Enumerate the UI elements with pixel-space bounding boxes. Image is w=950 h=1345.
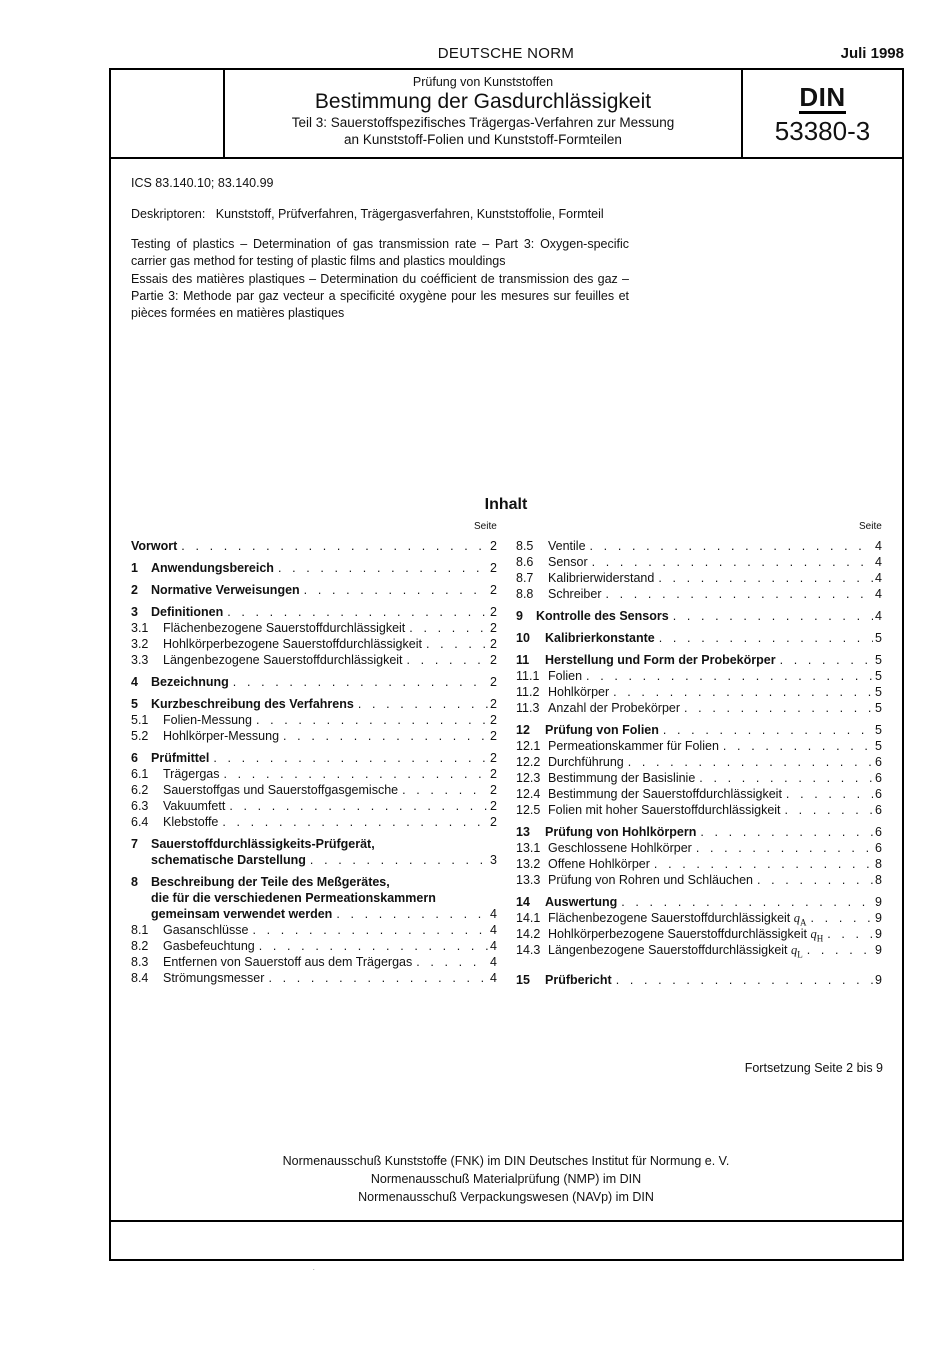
toc-label: Bezeichnung (151, 675, 229, 689)
ics-code: ICS 83.140.10; 83.140.99 (131, 176, 274, 190)
toc-number: 8.4 (131, 971, 149, 985)
toc-label: Prüfbericht (545, 973, 612, 987)
toc-entry[interactable] (516, 570, 882, 586)
toc-label: Definitionen (151, 605, 224, 619)
toc-label: Sauerstoffdurchlässigkeits-Prüfgerät, (151, 837, 375, 851)
toc-entry[interactable] (131, 652, 497, 668)
toc-page: 6 (875, 755, 882, 769)
toc-entry[interactable] (516, 630, 882, 646)
toc-label: Vorwort (131, 539, 178, 553)
toc-number: 14.2 (516, 927, 541, 941)
toc-number: 6.2 (131, 783, 149, 797)
committee-line: Normenausschuß Materialprüfung (NMP) im DIN (370, 1172, 642, 1186)
toc-number: 11 (516, 653, 530, 667)
toc-entry[interactable] (516, 738, 882, 754)
symbol-q-a: $q_A$ (793, 911, 807, 928)
toc-page: 5 (875, 669, 882, 683)
toc-label: Gasanschlüsse (163, 923, 249, 937)
toc-page: 4 (490, 939, 497, 953)
toc-page: 4 (875, 609, 882, 623)
toc-page: 2 (490, 637, 497, 651)
toc-entry[interactable] (131, 938, 497, 954)
toc-label: Kurzbeschreibung des Verfahrens (151, 697, 354, 711)
toc-entry[interactable] (131, 798, 497, 814)
toc-page: 4 (490, 907, 497, 921)
toc-label: Bestimmung der Basislinie (548, 771, 696, 785)
toc-entry[interactable] (516, 554, 882, 570)
toc-label: Folien mit hoher Sauerstoffdurchlässigkeit (548, 803, 781, 817)
toc-entry[interactable] (516, 856, 882, 872)
toc-number: 3 (131, 605, 138, 619)
din-logo: DIN (799, 82, 846, 112)
document-part-line-1: Teil 3: Sauerstoffspezifisches Trägergas-Verfahren zur Messung (291, 115, 675, 130)
toc-label: Normative Verweisungen (151, 583, 300, 597)
toc-page-label-right: Seite (859, 521, 882, 532)
toc-number: 2 (131, 583, 138, 597)
toc-number: 5.2 (131, 729, 149, 743)
toc-label: Vakuumfett (163, 799, 226, 813)
toc-entry[interactable] (131, 582, 497, 598)
toc-entry[interactable] (131, 696, 497, 712)
toc-page: 2 (490, 539, 497, 553)
toc-page: 4 (875, 539, 882, 553)
toc-entry[interactable] (516, 754, 882, 770)
toc-number: 12 (516, 723, 530, 737)
toc-entry[interactable] (516, 786, 882, 802)
norm-type-label: DEUTSCHE NORM (437, 45, 575, 62)
toc-label: Kalibrierwiderstand (548, 571, 655, 585)
toc-number: 6 (131, 751, 138, 765)
toc-left-column (131, 538, 497, 986)
footer-rule (111, 1220, 902, 1222)
toc-entry[interactable] (131, 782, 497, 798)
toc-entry[interactable] (131, 766, 497, 782)
toc-label: Offene Hohlkörper (548, 857, 650, 871)
toc-entry[interactable] (131, 636, 497, 652)
toc-label: Hohlkörper-Messung (163, 729, 280, 743)
toc-heading: Inhalt (484, 496, 528, 513)
toc-label: schematische Darstellung (151, 853, 306, 867)
toc-number: 8.5 (516, 539, 534, 553)
toc-entry[interactable] (516, 840, 882, 856)
publication-date: Juli 1998 (840, 45, 904, 62)
toc-number: 12.2 (516, 755, 541, 769)
title-cell (225, 70, 743, 157)
toc-label: Prüfung von Hohlkörpern (545, 825, 697, 839)
toc-label: Durchführung (548, 755, 624, 769)
toc-page: 9 (875, 895, 882, 909)
toc-page: 6 (875, 825, 882, 839)
toc-number: 13 (516, 825, 530, 839)
toc-entry[interactable] (131, 604, 497, 620)
toc-entry[interactable] (516, 972, 882, 988)
toc-label: die für die verschiedenen Permeationskammern (151, 891, 436, 905)
toc-page: 5 (875, 631, 882, 645)
toc-page: 2 (490, 605, 497, 619)
toc-page: 8 (875, 873, 882, 887)
toc-number: 8.6 (516, 555, 534, 569)
toc-number: 1 (131, 561, 138, 575)
toc-number: 5 (131, 697, 138, 711)
toc-number: 7 (131, 837, 138, 851)
toc-number: 13.2 (516, 857, 541, 871)
toc-number: 12.3 (516, 771, 541, 785)
toc-number: 11.3 (516, 701, 540, 715)
toc-page: 2 (490, 815, 497, 829)
toc-entry[interactable] (516, 910, 882, 926)
toc-number: 8 (131, 875, 138, 889)
toc-page: 2 (490, 799, 497, 813)
toc-page: 6 (875, 803, 882, 817)
toc-page: 9 (875, 973, 882, 987)
toc-label: Anzahl der Probekörper (548, 701, 681, 715)
toc-page: 2 (490, 729, 497, 743)
toc-entry[interactable] (516, 942, 882, 958)
toc-entry[interactable] (131, 970, 497, 986)
symbol-q-h: $q_H$ (810, 927, 824, 944)
toc-page: 4 (875, 571, 882, 585)
toc-entry[interactable] (131, 750, 497, 766)
toc-entry[interactable] (516, 824, 882, 840)
toc-page: 8 (875, 857, 882, 871)
toc-label: Folien-Messung (163, 713, 252, 727)
toc-number: 8.8 (516, 587, 534, 601)
toc-page: 4 (490, 955, 497, 969)
toc-label: Gasbefeuchtung (163, 939, 255, 953)
toc-number: 15 (516, 973, 530, 987)
toc-entry[interactable] (131, 674, 497, 690)
toc-page: 2 (490, 621, 497, 635)
toc-entry[interactable] (516, 872, 882, 888)
toc-entry[interactable] (516, 684, 882, 700)
toc-label: Prüfung von Rohren und Schläuchen (548, 873, 754, 887)
toc-number: 12.5 (516, 803, 541, 817)
toc-page: 5 (875, 701, 882, 715)
toc-label: Längenbezogene Sauerstoffdurchlässigkeit (548, 943, 788, 957)
toc-number: 6.1 (131, 767, 149, 781)
toc-number: 8.2 (131, 939, 149, 953)
toc-number: 11.1 (516, 669, 540, 683)
title-block (111, 70, 902, 159)
toc-label: Prüfung von Folien (545, 723, 659, 737)
document-part-line-2: an Kunststoff-Folien und Kunststoff-Formteilen (344, 132, 622, 147)
toc-right-column (516, 538, 882, 988)
toc-label: Hohlkörperbezogene Sauerstoffdurchlässigkeit (548, 927, 807, 941)
toc-number: 6.4 (131, 815, 149, 829)
toc-number: 5.1 (131, 713, 149, 727)
toc-label: Auswertung (545, 895, 618, 909)
toc-number: 14.3 (516, 943, 541, 957)
toc-label: Trägergas (163, 767, 220, 781)
toc-page: 5 (875, 653, 882, 667)
toc-number: 13.1 (516, 841, 541, 855)
toc-page: 9 (875, 943, 882, 957)
toc-page: 2 (490, 697, 497, 711)
toc-label: Strömungsmesser (163, 971, 265, 985)
toc-page: 6 (875, 841, 882, 855)
toc-entry[interactable] (516, 770, 882, 786)
toc-label: Klebstoffe (163, 815, 219, 829)
toc-label: Sauerstoffgas und Sauerstoffgasgemische (163, 783, 399, 797)
toc-entry[interactable] (131, 728, 497, 744)
toc-page: 6 (875, 787, 882, 801)
toc-number: 12.1 (516, 739, 541, 753)
document-subject: Prüfung von Kunststoffen (412, 75, 554, 89)
symbol-q-l: $q_L$ (791, 943, 803, 960)
title-block-empty-cell (111, 70, 225, 157)
toc-page: 5 (875, 723, 882, 737)
toc-label: Hohlkörperbezogene Sauerstoffdurchlässigkeit (163, 637, 422, 651)
toc-number: 11.2 (516, 685, 540, 699)
toc-entry[interactable] (131, 712, 497, 728)
toc-page: 9 (875, 927, 882, 941)
toc-number: 8.1 (131, 923, 149, 937)
toc-label: Entfernen von Sauerstoff aus dem Trägergas (163, 955, 413, 969)
toc-page: 2 (490, 675, 497, 689)
committee-line: Normenausschuß Kunststoffe (FNK) im DIN Deutsches Institut für Normung e. V. (282, 1154, 730, 1168)
toc-entry[interactable] (516, 700, 882, 716)
toc-entry[interactable] (516, 926, 882, 942)
toc-number: 14.1 (516, 911, 541, 925)
toc-page: 5 (875, 739, 882, 753)
toc-entry[interactable] (516, 608, 882, 624)
toc-number: 9 (516, 609, 523, 623)
toc-page: 4 (875, 555, 882, 569)
toc-number: 6.3 (131, 799, 149, 813)
french-title: Essais des matières plastiques – Determination du coéfficient de transmission des gaz – Partie 3: Methode par gaz vecteur a specificité oxygène pour les mesures sur feuilles et pièces formées en matières plastiques (131, 272, 629, 320)
toc-entry[interactable] (516, 722, 882, 738)
toc-entry[interactable] (516, 668, 882, 684)
toc-number: 8.7 (516, 571, 534, 585)
toc-entry[interactable] (516, 802, 882, 818)
toc-number: 13.3 (516, 873, 541, 887)
toc-page: 2 (490, 561, 497, 575)
toc-page: 3 (490, 853, 497, 867)
toc-entry[interactable] (131, 954, 497, 970)
toc-entry[interactable] (131, 538, 497, 554)
toc-label: Prüfmittel (151, 751, 210, 765)
toc-label: Anwendungsbereich (151, 561, 274, 575)
toc-label: gemeinsam verwendet werden (151, 907, 333, 921)
toc-label: Permeationskammer für Folien (548, 739, 719, 753)
toc-number: 3.1 (131, 621, 149, 635)
toc-number: 12.4 (516, 787, 541, 801)
toc-label: Kalibrierkonstante (545, 631, 655, 645)
committee-line: Normenausschuß Verpackungswesen (NAVp) im DIN (358, 1190, 654, 1204)
english-title: Testing of plastics – Determination of gas transmission rate – Part 3: Oxygen-specific carrier gas method for testing of plastic films and plastics mouldings (131, 237, 629, 268)
toc-entry[interactable] (516, 538, 882, 554)
toc-label: Folien (548, 669, 583, 683)
toc-label: Kontrolle des Sensors (536, 609, 669, 623)
toc-label: Herstellung und Form der Probekörper (545, 653, 776, 667)
document-title: Bestimmung der Gasdurchlässigkeit (314, 90, 652, 113)
toc-label: Bestimmung der Sauerstoffdurchlässigkeit (548, 787, 782, 801)
toc-page: 2 (490, 783, 497, 797)
toc-page: 9 (875, 911, 882, 925)
toc-label: Geschlossene Hohlkörper (548, 841, 692, 855)
toc-label: Schreiber (548, 587, 602, 601)
toc-entry[interactable] (131, 620, 497, 636)
toc-entry[interactable] (131, 814, 497, 830)
toc-number: 3.3 (131, 653, 149, 667)
toc-label: Ventile (548, 539, 586, 553)
toc-number: 14 (516, 895, 530, 909)
toc-page: 2 (490, 583, 497, 597)
toc-page-label-left: Seite (474, 521, 497, 532)
toc-number: 3.2 (131, 637, 149, 651)
committee-list (0, 1152, 950, 1206)
toc-entry-multiline[interactable] (131, 874, 497, 922)
toc-page: 4 (875, 587, 882, 601)
toc-page: 2 (490, 751, 497, 765)
toc-page: 2 (490, 713, 497, 727)
scan-artifact-dot: . (313, 1266, 315, 1272)
toc-entry[interactable] (131, 922, 497, 938)
din-number-cell (743, 70, 902, 157)
toc-page: 5 (875, 685, 882, 699)
toc-page: 2 (490, 653, 497, 667)
toc-label: Sensor (548, 555, 588, 569)
din-standard-number: 53380-3 (774, 116, 871, 146)
toc-entry[interactable] (131, 560, 497, 576)
toc-label: Flächenbezogene Sauerstoffdurchlässigkeit (548, 911, 791, 925)
toc-entry[interactable] (516, 586, 882, 602)
toc-page: 2 (490, 767, 497, 781)
toc-page: 6 (875, 771, 882, 785)
toc-entry-multiline[interactable] (131, 836, 497, 868)
continuation-note: Fortsetzung Seite 2 bis 9 (744, 1061, 883, 1075)
toc-entry[interactable] (516, 652, 882, 668)
toc-page: 4 (490, 923, 497, 937)
toc-number: 4 (131, 675, 138, 689)
toc-label: Hohlkörper (548, 685, 610, 699)
toc-label: Flächenbezogene Sauerstoffdurchlässigkeit (163, 621, 406, 635)
toc-label: Längenbezogene Sauerstoffdurchlässigkeit (163, 653, 403, 667)
toc-label: Beschreibung der Teile des Meßgerätes, (151, 875, 390, 889)
toc-number: 8.3 (131, 955, 149, 969)
toc-number: 10 (516, 631, 530, 645)
toc-entry[interactable] (516, 894, 882, 910)
toc-page: 4 (490, 971, 497, 985)
descriptors: Deskriptoren: Kunststoff, Prüfverfahren, Trägergasverfahren, Kunststoffolie, Formteil (131, 207, 604, 221)
